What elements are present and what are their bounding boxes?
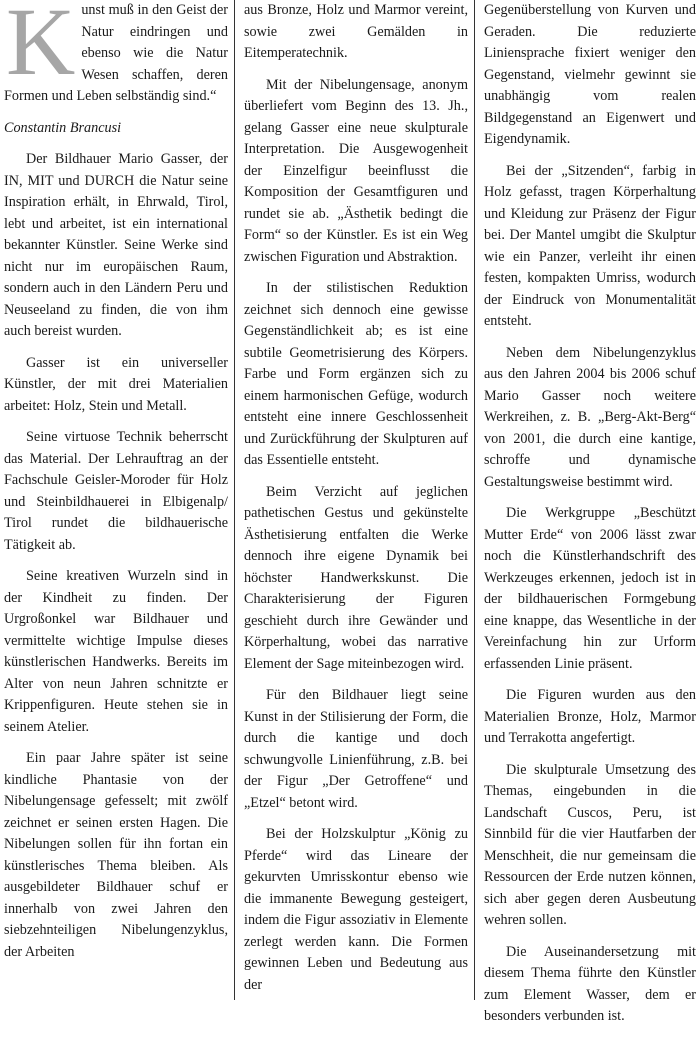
column-divider-1	[234, 0, 235, 1000]
quote-text: unst muß in den Geist der Natur eindringen und ebenso wie die Natur Wesen schaffen, deren Formen und Leben selbständig sind.“	[4, 2, 228, 104]
column-2	[244, 0, 468, 1006]
paragraph-continued: aus Bronze, Holz und Marmor vereint, sowie zwei Gemälden in Eitemperatechnik.	[244, 2, 468, 61]
paragraph: In der stilistischen Reduktion zeichnet sich dennoch eine gewisse Gegenständlichkeit ab; es ist eine subtile Geometrisierung des Körpers. Farbe und Form ergänzen sich zu einem harmonischen Gefüge, wodurch entsteht eine innere Geschlossenheit und Zurückführung der Skulpturen auf das Essentielle entsteht.	[244, 280, 468, 468]
column-divider-2	[474, 0, 475, 1000]
paragraph: Bei der „Sitzenden“, farbig in Holz gefasst, tragen Körperhaltung und Kleidung zur Präsenz der Figur bei. Der Mantel umgibt die Skulptur wie ein Panzer, verleiht ihr einen festen, kompakten Umriss, wodurch der Eindruck von Monumentalität entsteht.	[484, 162, 696, 329]
opening-quote	[4, 0, 228, 108]
paragraph: Die skulpturale Umsetzung des Themas, eingebunden in die Landschaft Cuscos, Peru, ist Sinnbild für die vier Hautfarben der Menschheit, die nur gemeinsam die Ressourcen der Erde nutzen können, sich aber gegen deren Ausbeutung wehren sollen.	[484, 761, 696, 928]
paragraph: Die Figuren wurden aus den Materialien Bronze, Holz, Marmor und Terrakotta angefertigt.	[484, 687, 696, 746]
paragraph: Für den Bildhauer liegt seine Kunst in der Stilisierung der Form, die durch die kantige und doch schwungvolle Linienführung, z.B. bei der Figur „Der Getroffene“ und „Etzel“ betont wird.	[244, 687, 468, 811]
paragraph: Der Bildhauer Mario Gasser, der IN, MIT und DURCH die Natur seine Inspiration erhält, in Ehrwald, Tirol, lebt und arbeitet, ist ein international bekannter Künstler. Seine Werke sind nicht nur im europäischen Raum, sondern auch in den Ländern Peru und Neuseeland zu finden, die von ihm auch bereist wurden.	[4, 151, 228, 339]
paragraph: Beim Verzicht auf jeglichen pathetischen Gestus und gekünstelte Ästhetisierung entfalten die Werke dennoch ihre eigene Dynamik bei höchster Handwerkskunst. Die Charakterisierung der Figuren geschieht durch ihre Gewänder und Körperhaltung, wobei das narrative Element der Sage miteinbezogen wird.	[244, 483, 468, 672]
paragraph: Seine virtuose Technik beherrscht das Material. Der Lehrauftrag an der Fachschule Geisler-Moroder für Holz und Steinbildhauerei in Elbigenalp/ Tirol rundet die bildhauerische Tätigkeit ab.	[4, 429, 228, 553]
paragraph: Mit der Nibelungensage, anonym überliefert vom Beginn des 13. Jh., gelang Gasser eine neue skulpturale Interpretation. Die Ausgewogenheit der Einzelfigur beeinflusst die Komposition der Gesamtfiguren und rundet sie ab. „Ästhetik bedingt die Form“ so der Künstler. Es ist ein Weg zwischen Figuration und Abstraktion.	[244, 76, 468, 265]
quote-author: Constantin Brancusi	[4, 119, 122, 136]
column-3	[484, 0, 696, 1038]
paragraph: Bei der Holzskulptur „König zu Pferde“ wird das Lineare der gekurvten Umrisskontur ebenso wie die immanente Bewegung gesteigert, indem die Figur assoziativ in Elemente zerlegt werden kann. Die Formen gewinnen Leben und Bedeutung aus der	[244, 826, 468, 993]
paragraph: Ein paar Jahre später ist seine kindliche Phantasie von der Nibelungensage gefesselt; mit zwölf zeichnet er seinen ersten Hagen. Die Nibelungen sollen für ihn fortan ein künstlerisches Thema bleiben. Als ausgebildeter Bildhauer schuf er innerhalb von zwei Jahren den siebzehnteiligen Nibelungenzyklus, der Arbeiten	[4, 750, 228, 960]
paragraph: Gasser ist ein universeller Künstler, der mit drei Materialien arbeitet: Holz, Stein und Metall.	[4, 354, 228, 414]
column-1	[4, 0, 228, 973]
paragraph-continued: Gegenüberstellung von Kurven und Geraden. Die reduzierte Liniensprache fixiert weniger den Gegenstand, vielmehr gewinnt sie unabhängig vom realen Bildgegenstand an Eigenwert und Eigendynamik.	[484, 2, 696, 147]
paragraph: Seine kreativen Wurzeln sind in der Kindheit zu finden. Der Urgroßonkel war Bildhauer und vermittelte wichtige Impulse dieses künstlerischen Handwerks. Bereits im Alter von neun Jahren schnitzte er Krippenfiguren. Heute stehen sie in seinem Atelier.	[4, 568, 228, 735]
drop-cap: K	[6, 0, 76, 95]
paragraph: Neben dem Nibelungenzyklus aus den Jahren 2004 bis 2006 schuf Mario Gasser noch weitere Werkreihen, z. B. „Berg-Akt-Berg“ von 2001, die durch eine kantige, schroffe und dynamische Gestaltungsweise bestimmt wird.	[484, 344, 696, 490]
paragraph: Die Werkgruppe „Beschützt Mutter Erde“ von 2006 lässt zwar noch die Künstlerhandschrift des Werkzeuges erkennen, jedoch ist in der bildhauerischen Formgebung eine knappe, das Wesentliche in der Vereinfachung hin zur Urform erfassenden Linie präsent.	[484, 505, 696, 672]
paragraph: Die Auseinandersetzung mit diesem Thema führte den Künstler zum Element Wasser, dem er besonders verbunden ist.	[484, 943, 696, 1024]
